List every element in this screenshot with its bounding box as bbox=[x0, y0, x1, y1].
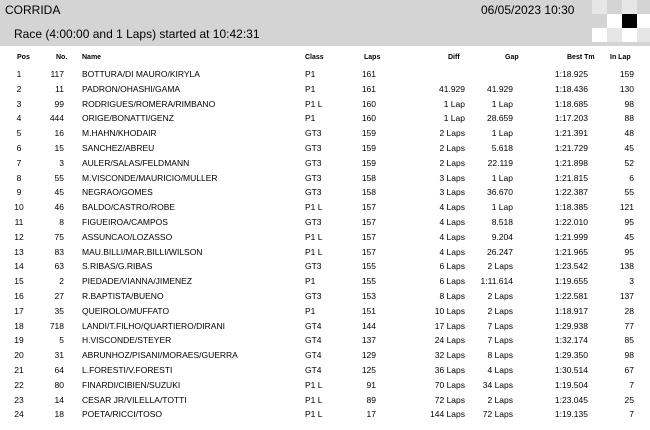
cell-best-time: 1:21.999 bbox=[554, 231, 588, 242]
cell-pos: 19 bbox=[14, 335, 24, 346]
cell-pos: 20 bbox=[14, 350, 24, 361]
cell-best-time: 1:21.729 bbox=[554, 142, 588, 153]
cell-laps: 157 bbox=[361, 246, 376, 257]
col-laps: Laps bbox=[364, 54, 381, 61]
col-inlap: In Lap bbox=[610, 54, 631, 61]
cell-class: GT3 bbox=[305, 128, 322, 139]
cell-in-lap: 52 bbox=[624, 157, 634, 168]
checkered-flag-icon bbox=[592, 0, 650, 46]
cell-in-lap: 85 bbox=[624, 335, 634, 346]
cell-diff: 36 Laps bbox=[434, 364, 465, 375]
table-row bbox=[0, 200, 650, 215]
cell-class: P1 L bbox=[305, 98, 323, 109]
cell-gap: 1 Lap bbox=[491, 128, 513, 139]
cell-diff: 4 Laps bbox=[439, 202, 465, 213]
cell-number: 5 bbox=[59, 335, 64, 346]
cell-in-lap: 67 bbox=[624, 364, 634, 375]
cell-name: S.RIBAS/G.RIBAS bbox=[82, 261, 153, 272]
cell-gap: 41.929 bbox=[487, 83, 513, 94]
cell-laps: 158 bbox=[361, 187, 376, 198]
cell-number: 45 bbox=[54, 187, 64, 198]
cell-number: 444 bbox=[49, 113, 64, 124]
report-datetime: 06/05/2023 10:30 bbox=[481, 3, 575, 17]
cell-best-time: 1:30.514 bbox=[554, 364, 588, 375]
col-diff: Diff bbox=[448, 54, 460, 61]
cell-name: POETA/RICCI/TOSO bbox=[82, 409, 162, 420]
cell-name: RODRIGUES/ROMERA/RIMBANO bbox=[82, 98, 216, 109]
cell-laps: 137 bbox=[361, 335, 376, 346]
cell-name: M.VISCONDE/MAURICIO/MULLER bbox=[82, 172, 218, 183]
event-title: CORRIDA bbox=[5, 3, 61, 17]
cell-diff: 17 Laps bbox=[434, 320, 465, 331]
cell-best-time: 1:22.010 bbox=[554, 216, 588, 227]
race-subtitle: Race (4:00:00 and 1 Laps) started at 10:42:31 bbox=[14, 27, 260, 41]
cell-laps: 160 bbox=[361, 113, 376, 124]
cell-laps: 17 bbox=[366, 409, 376, 420]
cell-number: 55 bbox=[54, 172, 64, 183]
cell-best-time: 1:21.965 bbox=[554, 246, 588, 257]
cell-in-lap: 3 bbox=[629, 276, 634, 287]
cell-class: P1 L bbox=[305, 202, 323, 213]
cell-laps: 129 bbox=[361, 350, 376, 361]
cell-class: GT3 bbox=[305, 172, 322, 183]
cell-name: QUEIROLO/MUFFATO bbox=[82, 305, 170, 316]
table-row bbox=[0, 259, 650, 274]
table-row bbox=[0, 230, 650, 245]
col-gap: Gap bbox=[505, 54, 519, 61]
cell-number: 117 bbox=[50, 69, 64, 79]
cell-gap: 1 Lap bbox=[491, 98, 513, 109]
cell-class: P1 L bbox=[305, 409, 323, 420]
cell-laps: 155 bbox=[361, 276, 376, 287]
cell-diff: 1 Lap bbox=[443, 113, 465, 124]
cell-class: GT3 bbox=[305, 157, 322, 168]
cell-number: 27 bbox=[54, 290, 64, 301]
cell-best-time: 1:29.938 bbox=[554, 320, 588, 331]
cell-in-lap: 130 bbox=[619, 83, 634, 94]
results-table bbox=[0, 67, 650, 422]
cell-class: P1 L bbox=[305, 231, 323, 242]
cell-name: CESAR JR/VILELLA/TOTTI bbox=[82, 394, 187, 405]
cell-class: GT4 bbox=[305, 335, 322, 346]
table-row bbox=[0, 111, 650, 126]
cell-in-lap: 7 bbox=[629, 379, 634, 390]
cell-pos: 1 bbox=[16, 69, 22, 79]
cell-diff: 10 Laps bbox=[434, 305, 465, 316]
table-row bbox=[0, 363, 650, 378]
cell-class: GT3 bbox=[305, 216, 322, 227]
cell-pos: 11 bbox=[14, 216, 24, 227]
cell-class: P1 L bbox=[305, 246, 323, 257]
cell-pos: 5 bbox=[16, 128, 22, 139]
cell-diff: 4 Laps bbox=[439, 216, 465, 227]
cell-best-time: 1:18.925 bbox=[554, 69, 588, 79]
cell-best-time: 1:21.391 bbox=[554, 128, 588, 139]
cell-gap: 2 Laps bbox=[487, 290, 513, 301]
cell-diff: 6 Laps bbox=[439, 276, 465, 287]
cell-laps: 159 bbox=[361, 157, 376, 168]
cell-best-time: 1:21.898 bbox=[554, 157, 588, 168]
col-no: No. bbox=[56, 54, 68, 61]
cell-best-time: 1:22.581 bbox=[554, 290, 588, 301]
cell-pos: 4 bbox=[16, 113, 22, 124]
cell-number: 75 bbox=[54, 231, 64, 242]
cell-best-time: 1:23.045 bbox=[554, 394, 588, 405]
cell-number: 14 bbox=[54, 394, 64, 405]
cell-gap: 1:11.614 bbox=[480, 276, 513, 287]
cell-best-time: 1:29.350 bbox=[554, 350, 588, 361]
cell-class: P1 bbox=[305, 276, 316, 287]
cell-pos: 10 bbox=[14, 202, 24, 213]
cell-laps: 144 bbox=[361, 320, 376, 331]
cell-name: NEGRAO/GOMES bbox=[82, 187, 153, 198]
cell-laps: 157 bbox=[361, 216, 376, 227]
cell-best-time: 1:19.135 bbox=[554, 409, 588, 420]
cell-class: P1 bbox=[305, 83, 316, 94]
cell-gap: 26.247 bbox=[487, 246, 513, 257]
cell-laps: 161 bbox=[361, 69, 376, 79]
cell-in-lap: 121 bbox=[619, 202, 634, 213]
cell-pos: 6 bbox=[16, 142, 22, 153]
cell-laps: 158 bbox=[361, 172, 376, 183]
cell-gap: 8.518 bbox=[491, 216, 513, 227]
cell-in-lap: 137 bbox=[619, 290, 634, 301]
cell-diff: 2 Laps bbox=[439, 128, 465, 139]
table-row bbox=[0, 141, 650, 156]
cell-gap: 72 Laps bbox=[482, 409, 513, 420]
cell-name: AULER/SALAS/FELDMANN bbox=[82, 157, 190, 168]
cell-number: 99 bbox=[54, 98, 64, 109]
cell-in-lap: 25 bbox=[624, 394, 634, 405]
table-row bbox=[0, 245, 650, 260]
cell-in-lap: 98 bbox=[624, 98, 634, 109]
col-name: Name bbox=[82, 54, 102, 61]
cell-pos: 8 bbox=[16, 172, 22, 183]
cell-gap: 2 Laps bbox=[487, 394, 513, 405]
cell-number: 18 bbox=[54, 409, 64, 420]
cell-gap: 7 Laps bbox=[487, 335, 513, 346]
cell-laps: 159 bbox=[361, 128, 376, 139]
cell-number: 63 bbox=[54, 261, 64, 272]
cell-in-lap: 6 bbox=[629, 172, 634, 183]
cell-diff: 4 Laps bbox=[439, 231, 465, 242]
cell-number: 31 bbox=[54, 350, 64, 361]
cell-name: L.FORESTI/V.FORESTI bbox=[82, 364, 173, 375]
cell-pos: 21 bbox=[14, 364, 24, 375]
cell-diff: 144 Laps bbox=[430, 409, 465, 420]
col-best: Best Tm bbox=[567, 54, 595, 61]
cell-pos: 23 bbox=[14, 394, 24, 405]
cell-name: FINARDI/CIBIEN/SUZUKI bbox=[82, 379, 181, 390]
cell-best-time: 1:18.436 bbox=[554, 83, 588, 94]
cell-name: PIEDADE/VIANNA/JIMENEZ bbox=[82, 276, 193, 287]
cell-diff: 8 Laps bbox=[439, 290, 465, 301]
cell-pos: 18 bbox=[14, 320, 24, 331]
cell-number: 11 bbox=[55, 83, 64, 94]
cell-number: 718 bbox=[49, 320, 64, 331]
cell-laps: 91 bbox=[366, 379, 376, 390]
cell-pos: 2 bbox=[16, 83, 22, 94]
cell-pos: 14 bbox=[14, 261, 24, 272]
cell-class: GT3 bbox=[305, 142, 322, 153]
table-row bbox=[0, 126, 650, 141]
cell-diff: 3 Laps bbox=[439, 172, 465, 183]
cell-number: 16 bbox=[54, 128, 64, 139]
col-class: Class bbox=[305, 54, 324, 61]
cell-in-lap: 28 bbox=[624, 305, 634, 316]
cell-diff: 3 Laps bbox=[439, 187, 465, 198]
cell-in-lap: 45 bbox=[624, 142, 634, 153]
cell-diff: 2 Laps bbox=[439, 157, 465, 168]
cell-best-time: 1:18.385 bbox=[554, 202, 588, 213]
cell-pos: 17 bbox=[14, 305, 24, 316]
cell-pos: 13 bbox=[14, 246, 24, 257]
cell-diff: 72 Laps bbox=[434, 394, 465, 405]
cell-pos: 7 bbox=[16, 157, 22, 168]
cell-pos: 22 bbox=[14, 379, 24, 390]
cell-class: GT3 bbox=[305, 187, 322, 198]
cell-number: 46 bbox=[54, 202, 64, 213]
cell-number: 2 bbox=[59, 276, 64, 287]
cell-laps: 160 bbox=[361, 98, 376, 109]
cell-gap: 8 Laps bbox=[487, 350, 513, 361]
cell-laps: 89 bbox=[366, 394, 376, 405]
table-row bbox=[0, 333, 650, 348]
cell-class: P1 L bbox=[305, 394, 323, 405]
cell-name: PADRON/OHASHI/GAMA bbox=[82, 83, 181, 94]
cell-class: GT4 bbox=[305, 320, 322, 331]
cell-gap: 7 Laps bbox=[487, 320, 513, 331]
cell-best-time: 1:32.174 bbox=[554, 335, 588, 346]
cell-name: R.BAPTISTA/BUENO bbox=[82, 290, 164, 301]
cell-gap: 2 Laps bbox=[487, 261, 513, 272]
cell-number: 35 bbox=[54, 305, 64, 316]
cell-name: ABRUNHOZ/PISANI/MORAES/GUERRA bbox=[82, 350, 238, 361]
cell-in-lap: 88 bbox=[624, 113, 634, 124]
cell-gap: 36.670 bbox=[487, 187, 513, 198]
cell-class: P1 bbox=[305, 69, 316, 79]
cell-best-time: 1:18.685 bbox=[554, 98, 588, 109]
cell-laps: 159 bbox=[361, 142, 376, 153]
table-row bbox=[0, 319, 650, 334]
cell-class: GT4 bbox=[305, 350, 322, 361]
cell-number: 80 bbox=[54, 379, 64, 390]
cell-name: H.VISCONDE/STEYER bbox=[82, 335, 172, 346]
cell-best-time: 1:19.504 bbox=[554, 379, 588, 390]
cell-in-lap: 45 bbox=[624, 231, 634, 242]
cell-number: 83 bbox=[54, 246, 64, 257]
cell-best-time: 1:18.917 bbox=[554, 305, 588, 316]
table-row bbox=[0, 304, 650, 319]
cell-best-time: 1:22.387 bbox=[554, 187, 588, 198]
cell-in-lap: 138 bbox=[619, 261, 634, 272]
cell-name: SANCHEZ/ABREU bbox=[82, 142, 155, 153]
table-row bbox=[0, 215, 650, 230]
cell-gap: 28.659 bbox=[487, 113, 513, 124]
cell-in-lap: 77 bbox=[624, 320, 634, 331]
cell-pos: 12 bbox=[14, 231, 24, 242]
cell-gap: 1 Lap bbox=[491, 172, 513, 183]
cell-in-lap: 159 bbox=[619, 69, 634, 79]
table-row bbox=[0, 97, 650, 112]
cell-name: ORIGE/BONATTI/GENZ bbox=[82, 113, 174, 124]
col-pos: Pos bbox=[17, 54, 30, 61]
table-row bbox=[0, 274, 650, 289]
cell-in-lap: 7 bbox=[629, 409, 634, 420]
table-row bbox=[0, 82, 650, 97]
cell-gap: 5.618 bbox=[491, 142, 513, 153]
cell-gap: 1 Lap bbox=[491, 202, 513, 213]
cell-laps: 157 bbox=[361, 231, 376, 242]
cell-name: ASSUNCAO/LOZASSO bbox=[82, 231, 173, 242]
cell-best-time: 1:23.542 bbox=[554, 261, 588, 272]
cell-best-time: 1:21.815 bbox=[554, 172, 588, 183]
cell-laps: 161 bbox=[361, 83, 376, 94]
cell-name: LANDI/T.FILHO/QUARTIERO/DIRANI bbox=[82, 320, 225, 331]
cell-class: GT4 bbox=[305, 364, 322, 375]
cell-laps: 151 bbox=[361, 305, 376, 316]
cell-laps: 153 bbox=[361, 290, 376, 301]
table-row bbox=[0, 67, 650, 82]
cell-name: BOTTURA/DI MAURO/KIRYLA bbox=[82, 69, 200, 79]
table-row bbox=[0, 407, 650, 422]
cell-laps: 125 bbox=[361, 364, 376, 375]
cell-name: FIGUEIROA/CAMPOS bbox=[82, 216, 168, 227]
table-row bbox=[0, 378, 650, 393]
cell-number: 64 bbox=[54, 364, 64, 375]
cell-class: P1 bbox=[305, 113, 316, 124]
cell-best-time: 1:19.655 bbox=[554, 276, 588, 287]
cell-laps: 155 bbox=[361, 261, 376, 272]
cell-diff: 32 Laps bbox=[434, 350, 465, 361]
cell-class: P1 bbox=[305, 305, 316, 316]
cell-diff: 1 Lap bbox=[443, 98, 465, 109]
cell-gap: 22.119 bbox=[487, 157, 513, 168]
table-row bbox=[0, 393, 650, 408]
cell-name: BALDO/CASTRO/ROBE bbox=[82, 202, 176, 213]
table-row bbox=[0, 348, 650, 363]
cell-in-lap: 95 bbox=[624, 216, 634, 227]
cell-pos: 3 bbox=[16, 98, 22, 109]
cell-gap: 9.204 bbox=[491, 231, 513, 242]
cell-diff: 24 Laps bbox=[434, 335, 465, 346]
cell-best-time: 1:17.203 bbox=[554, 113, 588, 124]
cell-in-lap: 55 bbox=[624, 187, 634, 198]
cell-class: GT3 bbox=[305, 261, 322, 272]
report-header bbox=[0, 0, 650, 46]
cell-class: GT3 bbox=[305, 290, 322, 301]
table-row bbox=[0, 171, 650, 186]
cell-laps: 157 bbox=[361, 202, 376, 213]
cell-diff: 70 Laps bbox=[434, 379, 465, 390]
cell-in-lap: 95 bbox=[624, 246, 634, 257]
cell-diff: 6 Laps bbox=[439, 261, 465, 272]
cell-pos: 9 bbox=[16, 187, 22, 198]
cell-diff: 4 Laps bbox=[439, 246, 465, 257]
cell-pos: 16 bbox=[14, 290, 24, 301]
table-row bbox=[0, 156, 650, 171]
table-row bbox=[0, 185, 650, 200]
cell-number: 8 bbox=[59, 216, 64, 227]
cell-number: 15 bbox=[54, 142, 64, 153]
table-row bbox=[0, 289, 650, 304]
cell-number: 3 bbox=[59, 157, 64, 168]
cell-name: M.HAHN/KHODAIR bbox=[82, 128, 157, 139]
cell-name: MAU.BILLI/MAR.BILLI/WILSON bbox=[82, 246, 203, 257]
cell-gap: 34 Laps bbox=[482, 379, 513, 390]
cell-pos: 15 bbox=[14, 276, 24, 287]
cell-class: P1 L bbox=[305, 379, 323, 390]
cell-in-lap: 48 bbox=[624, 128, 634, 139]
cell-diff: 2 Laps bbox=[439, 142, 465, 153]
cell-gap: 2 Laps bbox=[487, 305, 513, 316]
cell-in-lap: 98 bbox=[624, 350, 634, 361]
cell-pos: 24 bbox=[14, 409, 24, 420]
cell-diff: 41.929 bbox=[439, 83, 465, 94]
cell-gap: 4 Laps bbox=[487, 364, 513, 375]
